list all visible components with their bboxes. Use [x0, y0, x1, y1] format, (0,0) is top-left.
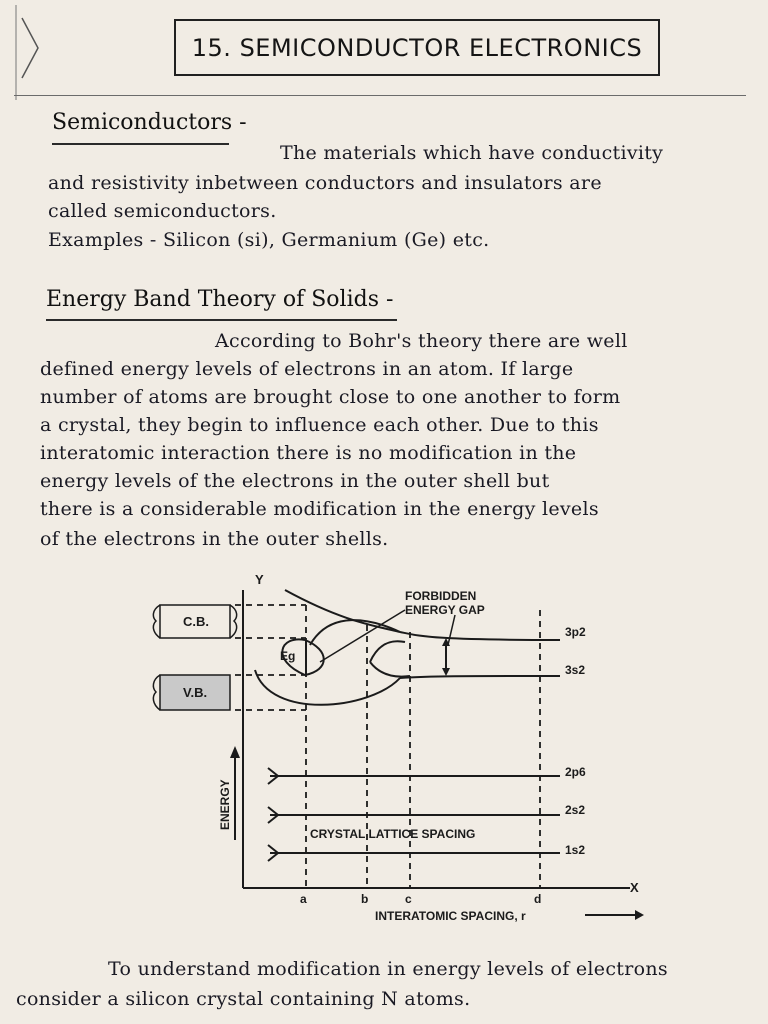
- semiconductors-heading-text: Semiconductors -: [52, 110, 247, 135]
- eg-label: Eg: [280, 649, 296, 663]
- heading-underline: [46, 319, 397, 321]
- vb-curve: [255, 670, 400, 705]
- text-line: The materials which have conductivity: [280, 142, 664, 164]
- chapter-title-text: 15. SEMICONDUCTOR ELECTRONICS: [191, 33, 643, 62]
- cb-label: C.B.: [183, 614, 209, 629]
- energy-band-diagram: [130, 570, 650, 930]
- text-line: of the electrons in the outer shells.: [40, 528, 389, 550]
- forbidden-label-2: ENERGY GAP: [405, 603, 485, 617]
- tick-label: d: [534, 892, 542, 906]
- gap-curve: [370, 641, 405, 662]
- tick-label: a: [300, 892, 307, 906]
- level-label: 2p6: [565, 765, 586, 779]
- energy-band-heading-text: Energy Band Theory of Solids -: [46, 287, 394, 312]
- level-label: 3p2: [565, 625, 586, 639]
- text-line: there is a considerable modification in the energy levels: [40, 498, 599, 520]
- y-axis-label: Y: [255, 572, 264, 587]
- forbidden-pointer: [320, 610, 405, 662]
- 3p-level: [400, 632, 560, 640]
- energy-band-heading: [46, 287, 393, 312]
- text-line: a crystal, they begin to influence each other. Due to this: [40, 414, 599, 436]
- text-line: number of atoms are brought close to one another to form: [40, 386, 621, 408]
- energy-label: ENERGY: [218, 779, 232, 830]
- x-axis-title: INTERATOMIC SPACING, r: [375, 909, 526, 923]
- forbidden-label-1: FORBIDDEN: [405, 589, 477, 603]
- tick-label: c: [405, 892, 412, 906]
- vb-label: V.B.: [183, 685, 208, 700]
- crystal-lattice-label: CRYSTAL LATTICE SPACING: [310, 827, 476, 841]
- footer-line: To understand modification in energy levels of electrons: [108, 958, 668, 980]
- semiconductors-heading: [52, 110, 247, 135]
- chapter-title: [174, 19, 660, 76]
- tick-label: b: [361, 892, 369, 906]
- level-label: 3s2: [565, 663, 586, 677]
- text-line: and resistivity inbetween conductors and insulators are: [48, 172, 602, 194]
- level-label: 1s2: [565, 843, 586, 857]
- header-rule: [14, 95, 746, 96]
- footer-line: consider a silicon crystal containing N atoms.: [16, 988, 471, 1010]
- heading-underline: [52, 143, 229, 145]
- level-label: 2s2: [565, 803, 586, 817]
- text-line: defined energy levels of electrons in an atom. If large: [40, 358, 574, 380]
- eg-loop-right: [305, 640, 324, 675]
- text-line: Examples - Silicon (si), Germanium (Ge) etc.: [48, 229, 490, 251]
- x-axis-label: X: [630, 880, 639, 895]
- gap-curve-lower: [370, 662, 410, 677]
- text-line: called semiconductors.: [48, 200, 277, 222]
- text-line: interatomic interaction there is no modification in the: [40, 442, 577, 464]
- 3s-level: [400, 676, 560, 678]
- text-line: According to Bohr's theory there are well: [215, 330, 628, 352]
- page-corner-mark: [0, 0, 40, 110]
- text-line: energy levels of the electrons in the outer shell but: [40, 470, 550, 492]
